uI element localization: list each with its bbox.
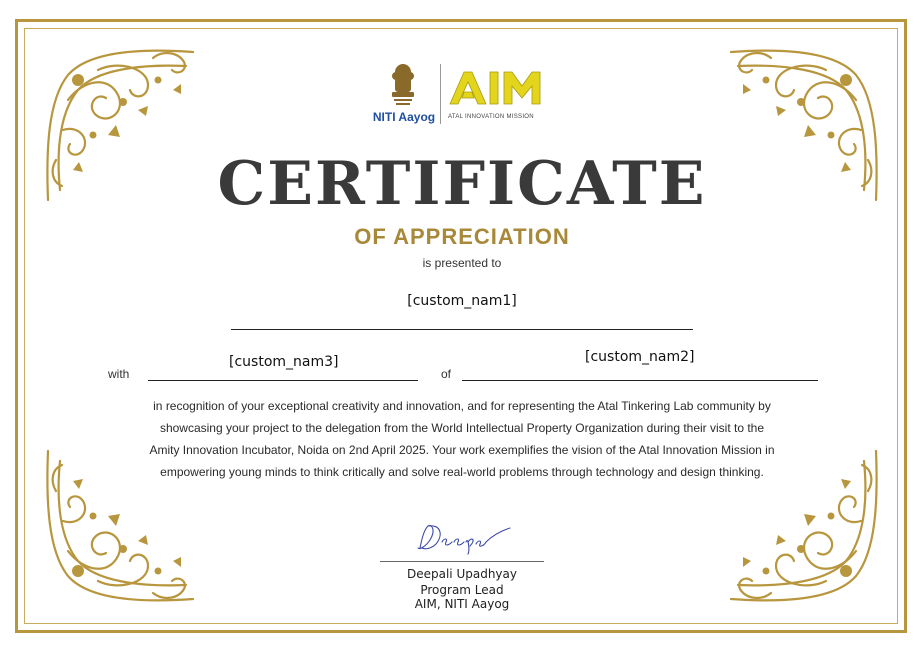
of-label: of <box>441 367 452 381</box>
signatory-name: Deepali Upadhyay <box>407 567 517 581</box>
aim-subtitle: ATAL INNOVATION MISSION <box>448 114 534 120</box>
recognition-line: in recognition of your exceptional creativity and innovation, and for representing the Atal Tinkering Lab community by <box>153 399 771 413</box>
presented-to-text: is presented to <box>422 256 502 270</box>
recipient-name-placeholder: [custom_nam1] <box>407 293 517 309</box>
niti-aayog-logo-text: NITI Aayog <box>372 110 436 124</box>
signature-line <box>380 561 544 562</box>
with-label: with <box>108 367 130 381</box>
recognition-text <box>100 395 824 483</box>
certificate-title: CERTIFICATE <box>217 149 707 219</box>
of-name-line <box>462 380 818 381</box>
of-name-placeholder: [custom_nam2] <box>585 349 695 365</box>
with-name-placeholder: [custom_nam3] <box>229 354 339 370</box>
aim-logo-icon <box>448 68 546 108</box>
header-logos <box>372 60 552 130</box>
recipient-name-line <box>231 329 693 330</box>
certificate-subtitle: OF APPRECIATION <box>354 224 570 249</box>
handwritten-signature <box>414 520 514 556</box>
national-emblem-icon <box>386 62 420 108</box>
with-name-line <box>148 380 418 381</box>
signatory-role: Program Lead <box>420 583 504 597</box>
recognition-line: empowering young minds to think critically and solve real-world problems through technology and design thinking. <box>160 465 764 479</box>
logo-divider <box>440 64 441 124</box>
signatory-organization: AIM, NITI Aayog <box>414 597 510 611</box>
recognition-line: showcasing your project to the delegation from the World Intellectual Property Organization during their visit to the <box>159 421 765 435</box>
recognition-line: Amity Innovation Incubator, Noida on 2nd April 2025. Your work exemplifies the vision of the Atal Innovation Mission in <box>149 443 775 457</box>
